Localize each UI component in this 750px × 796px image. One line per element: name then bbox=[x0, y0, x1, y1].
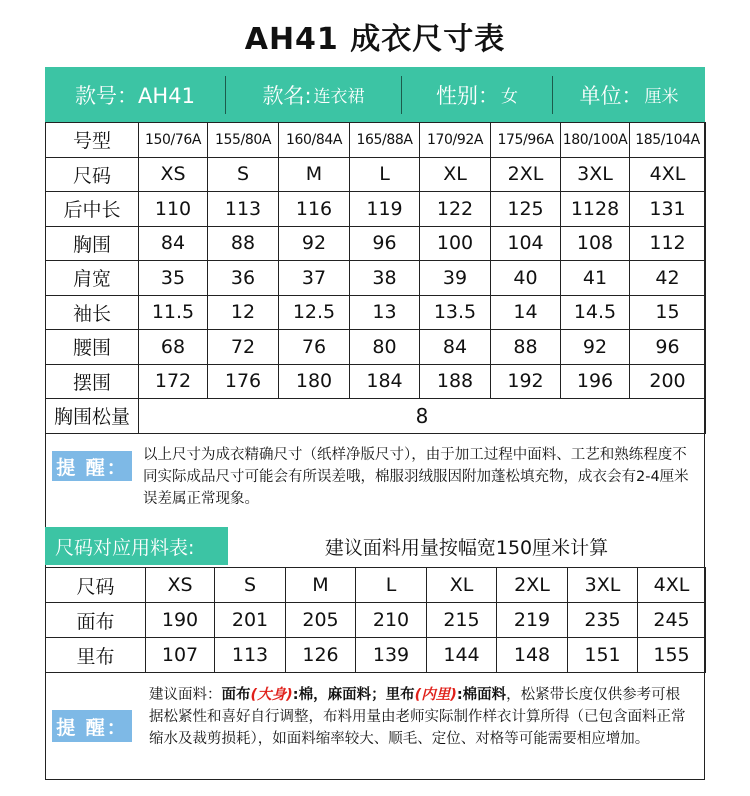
fabric-title: 尺码对应用料表: bbox=[45, 527, 228, 565]
size-cell: XS bbox=[146, 568, 215, 603]
row-label: 肩宽 bbox=[46, 261, 139, 296]
model-cell: 170/92A bbox=[420, 123, 491, 158]
value-cell: 84 bbox=[139, 226, 208, 261]
value-cell: 12 bbox=[208, 295, 279, 330]
model-cell: 155/80A bbox=[208, 123, 279, 158]
value-cell: 116 bbox=[279, 192, 350, 227]
value-cell: 155 bbox=[638, 638, 706, 673]
size-cell: 4XL bbox=[638, 568, 706, 603]
size-cell: XL bbox=[420, 157, 491, 192]
value-cell: 92 bbox=[561, 330, 630, 365]
note-outer-fabric: 面布 bbox=[221, 687, 251, 703]
fabric-row-outer bbox=[46, 603, 706, 638]
row-label: 里布 bbox=[46, 638, 146, 673]
style-number: 款号：AH41 bbox=[75, 83, 195, 108]
value-cell: 35 bbox=[139, 261, 208, 296]
value-cell: 210 bbox=[356, 603, 427, 638]
size-note-text: 以上尺寸为成衣精确尺寸（纸样净版尺寸），由于加工过程中面料、工艺和熟练程度不同实际成品尺寸可能会有所误差哦，棉服羽绒服因附加蓬松填充物，成衣会有2-4厘米误差属正常现象。 bbox=[143, 447, 689, 507]
fabric-note-text bbox=[149, 684, 689, 750]
value-cell: 192 bbox=[491, 364, 561, 399]
unit bbox=[553, 67, 705, 122]
size-label: 尺码 bbox=[46, 568, 146, 603]
style-name-label: 款名: bbox=[262, 83, 312, 108]
value-cell: 42 bbox=[630, 261, 706, 296]
measurement-row-shoulder bbox=[46, 261, 706, 296]
gender bbox=[402, 67, 552, 122]
gender-value: 女 bbox=[501, 87, 518, 107]
model-cell: 150/76A bbox=[139, 123, 208, 158]
size-cell: XL bbox=[427, 568, 497, 603]
measurement-row-waist bbox=[46, 330, 706, 365]
measurement-row-sleeve bbox=[46, 295, 706, 330]
model-cell: 165/88A bbox=[350, 123, 420, 158]
value-cell: 39 bbox=[420, 261, 491, 296]
size-cell: L bbox=[356, 568, 427, 603]
size-cell: S bbox=[215, 568, 286, 603]
value-cell: 148 bbox=[497, 638, 568, 673]
measurement-row-back-length bbox=[46, 192, 706, 227]
row-label: 面布 bbox=[46, 603, 146, 638]
note-outer-tag: (大身) bbox=[250, 687, 293, 703]
size-row bbox=[46, 157, 706, 192]
unit-value: 厘米 bbox=[644, 87, 679, 107]
size-cell: 2XL bbox=[491, 157, 561, 192]
value-cell: 190 bbox=[146, 603, 215, 638]
value-cell: 122 bbox=[420, 192, 491, 227]
row-label: 摆围 bbox=[46, 364, 139, 399]
value-cell: 37 bbox=[279, 261, 350, 296]
value-cell: 14.5 bbox=[561, 295, 630, 330]
size-cell: L bbox=[350, 157, 420, 192]
value-cell: 172 bbox=[139, 364, 208, 399]
value-cell: 245 bbox=[638, 603, 706, 638]
reminder-badge: 提 醒： bbox=[52, 710, 132, 742]
value-cell: 215 bbox=[427, 603, 497, 638]
model-label: 号型 bbox=[46, 123, 139, 158]
unit-label: 单位： bbox=[579, 83, 643, 108]
value-cell: 1128 bbox=[561, 192, 630, 227]
value-cell: 131 bbox=[630, 192, 706, 227]
value-cell: 151 bbox=[568, 638, 638, 673]
value-cell: 88 bbox=[491, 330, 561, 365]
value-cell: 110 bbox=[139, 192, 208, 227]
style-name bbox=[226, 67, 401, 122]
measurement-row-bust bbox=[46, 226, 706, 261]
value-cell: 219 bbox=[497, 603, 568, 638]
note-part: 建议面料： bbox=[149, 687, 222, 703]
size-table bbox=[45, 122, 706, 434]
value-cell: 68 bbox=[139, 330, 208, 365]
value-cell: 76 bbox=[279, 330, 350, 365]
value-cell: 72 bbox=[208, 330, 279, 365]
value-cell: 108 bbox=[561, 226, 630, 261]
note-part: ，松紧带长度仅供参考可根据松紧性和喜好自行调整，布料用量由老师实际制作样衣计算所得（已包含面料正常缩水及裁剪损耗），如面料缩率较大、顺毛、定位、对格等可能需要相应增加。 bbox=[149, 687, 686, 747]
value-cell: 104 bbox=[491, 226, 561, 261]
size-cell: 2XL bbox=[497, 568, 568, 603]
value-cell: 125 bbox=[491, 192, 561, 227]
model-cell: 160/84A bbox=[279, 123, 350, 158]
value-cell: 119 bbox=[350, 192, 420, 227]
size-cell: 4XL bbox=[630, 157, 706, 192]
value-cell: 38 bbox=[350, 261, 420, 296]
size-cell: M bbox=[286, 568, 356, 603]
value-cell: 96 bbox=[350, 226, 420, 261]
page-title: AH41 成衣尺寸表 bbox=[244, 22, 506, 57]
value-cell: 113 bbox=[208, 192, 279, 227]
value-cell: 201 bbox=[215, 603, 286, 638]
size-note bbox=[45, 433, 705, 521]
model-cell: 180/100A bbox=[561, 123, 630, 158]
size-cell: 3XL bbox=[561, 157, 630, 192]
row-label: 袖长 bbox=[46, 295, 139, 330]
value-cell: 139 bbox=[356, 638, 427, 673]
value-cell: 196 bbox=[561, 364, 630, 399]
value-cell: 184 bbox=[350, 364, 420, 399]
measurement-row-hem bbox=[46, 364, 706, 399]
fabric-table bbox=[45, 567, 706, 673]
size-cell: 3XL bbox=[568, 568, 638, 603]
value-cell: 144 bbox=[427, 638, 497, 673]
ease-value: 8 bbox=[139, 399, 706, 434]
value-cell: 112 bbox=[630, 226, 706, 261]
value-cell: 92 bbox=[279, 226, 350, 261]
value-cell: 84 bbox=[420, 330, 491, 365]
size-cell: XS bbox=[139, 157, 208, 192]
fabric-hint: 建议面料用量按幅宽150厘米计算 bbox=[324, 536, 609, 559]
info-bar bbox=[45, 67, 705, 122]
value-cell: 12.5 bbox=[279, 295, 350, 330]
bust-ease-row bbox=[46, 399, 706, 434]
model-cell: 175/96A bbox=[491, 123, 561, 158]
model-cell: 185/104A bbox=[630, 123, 706, 158]
value-cell: 126 bbox=[286, 638, 356, 673]
gender-label: 性别： bbox=[436, 83, 499, 108]
size-label: 尺码 bbox=[46, 157, 139, 192]
value-cell: 107 bbox=[146, 638, 215, 673]
reminder-badge: 提 醒： bbox=[52, 451, 132, 481]
value-cell: 40 bbox=[491, 261, 561, 296]
value-cell: 235 bbox=[568, 603, 638, 638]
value-cell: 15 bbox=[630, 295, 706, 330]
value-cell: 200 bbox=[630, 364, 706, 399]
note-lining-material: :棉面料 bbox=[456, 687, 507, 703]
fabric-size-row bbox=[46, 568, 706, 603]
size-cell: S bbox=[208, 157, 279, 192]
value-cell: 88 bbox=[208, 226, 279, 261]
value-cell: 100 bbox=[420, 226, 491, 261]
value-cell: 113 bbox=[215, 638, 286, 673]
value-cell: 11.5 bbox=[139, 295, 208, 330]
ease-label: 胸围松量 bbox=[46, 399, 139, 434]
value-cell: 176 bbox=[208, 364, 279, 399]
row-label: 后中长 bbox=[46, 192, 139, 227]
style-name-value: 连衣裙 bbox=[313, 87, 365, 107]
value-cell: 13 bbox=[350, 295, 420, 330]
fabric-row-lining bbox=[46, 638, 706, 673]
value-cell: 41 bbox=[561, 261, 630, 296]
model-row bbox=[46, 123, 706, 158]
value-cell: 180 bbox=[279, 364, 350, 399]
fabric-header bbox=[45, 527, 705, 565]
value-cell: 14 bbox=[491, 295, 561, 330]
value-cell: 96 bbox=[630, 330, 706, 365]
value-cell: 188 bbox=[420, 364, 491, 399]
note-outer-material: :棉，麻面料；里布 bbox=[292, 687, 415, 703]
value-cell: 80 bbox=[350, 330, 420, 365]
value-cell: 205 bbox=[286, 603, 356, 638]
note-lining-tag: (内里) bbox=[414, 687, 457, 703]
value-cell: 13.5 bbox=[420, 295, 491, 330]
fabric-note bbox=[45, 670, 705, 780]
row-label: 胸围 bbox=[46, 226, 139, 261]
size-cell: M bbox=[279, 157, 350, 192]
row-label: 腰围 bbox=[46, 330, 139, 365]
value-cell: 36 bbox=[208, 261, 279, 296]
